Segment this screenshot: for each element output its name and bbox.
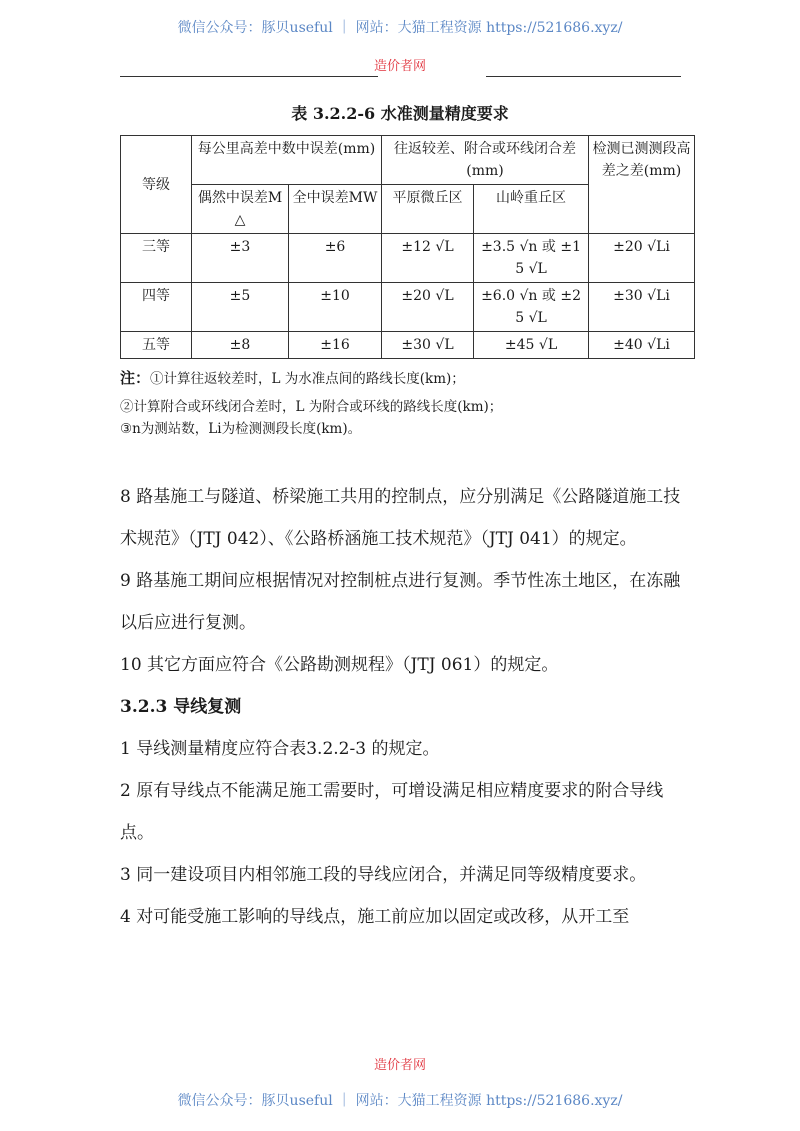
precision-table [120, 135, 695, 359]
cell: ±20 √L [382, 283, 474, 332]
table-row [121, 283, 695, 332]
paragraph-8: 8 路基施工与隧道、桥梁施工共用的控制点，应分别满足《公路隧道施工技术规范》（JTJ 042）、《公路桥涵施工技术规范》（JTJ 041）的规定。 [120, 487, 681, 549]
subheader: 偶然中误差M△ [192, 185, 289, 234]
header-rule-right [486, 76, 681, 77]
section-heading: 3.2.3 导线复测 [120, 697, 242, 717]
note-2: ②计算附合或环线闭合差时，L 为附合或环线的路线长度(km)； [120, 399, 503, 415]
header-group1: 每公里高差中数中误差(mm) [192, 136, 382, 185]
cell: ±12 √L [382, 234, 474, 283]
paragraph-9: 9 路基施工期间应根据情况对控制桩点进行复测。季节性冻土地区，在冻融以后应进行复测。 [120, 571, 681, 633]
cell: ±16 [289, 332, 382, 359]
note-1 [120, 367, 710, 390]
cell: 三等 [121, 234, 192, 283]
cell: ±45 √L [474, 332, 589, 359]
cell: ±3.5 √n 或 ±15 √L [474, 234, 589, 283]
cell: ±6 [289, 234, 382, 283]
cell: ±3 [192, 234, 289, 283]
cell: ±30 √L [382, 332, 474, 359]
header-group2: 往返较差、附合或环线闭合差(mm) [382, 136, 589, 185]
spacer [0, 938, 800, 1057]
table-title: 表 3.2.2-6 水准测量精度要求 [291, 104, 509, 123]
header-last: 检测已测测段高差之差(mm) [589, 136, 695, 234]
paragraph-2: 2 原有导线点不能满足施工需要时，可增设满足相应精度要求的附合导线点。 [120, 781, 664, 843]
note-label: 注： [120, 369, 151, 387]
body-text [0, 476, 800, 938]
paragraph-3: 3 同一建设项目内相邻施工段的导线应闭合，并满足同等级精度要求。 [120, 865, 647, 885]
brand-header: 造价者网 [373, 59, 426, 74]
cell: ±30 √Li [589, 283, 695, 332]
paragraph-4: 4 对可能受施工影响的导线点，施工前应加以固定或改移，从开工至 [120, 907, 630, 927]
cell: ±5 [192, 283, 289, 332]
brand-footer: 造价者网 [373, 1058, 426, 1073]
cell: ±8 [192, 332, 289, 359]
cell: ±6.0 √n 或 ±25 √L [474, 283, 589, 332]
paragraph-10: 10 其它方面应符合《公路勘测规程》（JTJ 061）的规定。 [120, 655, 559, 675]
header-rule-left [120, 76, 378, 77]
cell: 五等 [121, 332, 192, 359]
header-rules [0, 76, 800, 77]
subheader: 平原微丘区 [382, 185, 474, 234]
note-text: ①计算往返较差时，L 为水准点间的路线长度(km)； [150, 371, 465, 387]
watermark-header: 微信公众号：豚贝useful ｜ 网站：大猫工程资源 https://521686.xyz/ [177, 20, 623, 36]
watermark-footer: 微信公众号：豚贝useful ｜ 网站：大猫工程资源 https://521686.xyz/ [177, 1093, 623, 1109]
cell: ±20 √Li [589, 234, 695, 283]
subheader: 山岭重丘区 [474, 185, 589, 234]
table-row [121, 332, 695, 359]
paragraph-1: 1 导线测量精度应符合表3.2.2-3 的规定。 [120, 739, 440, 759]
header-grade: 等级 [121, 136, 192, 234]
table-row [121, 234, 695, 283]
cell: ±40 √Li [589, 332, 695, 359]
cell: ±10 [289, 283, 382, 332]
subheader: 全中误差MW [289, 185, 382, 234]
note-3: ③n为测站数，Li为检测测段长度(km)。 [120, 421, 362, 437]
cell: 四等 [121, 283, 192, 332]
